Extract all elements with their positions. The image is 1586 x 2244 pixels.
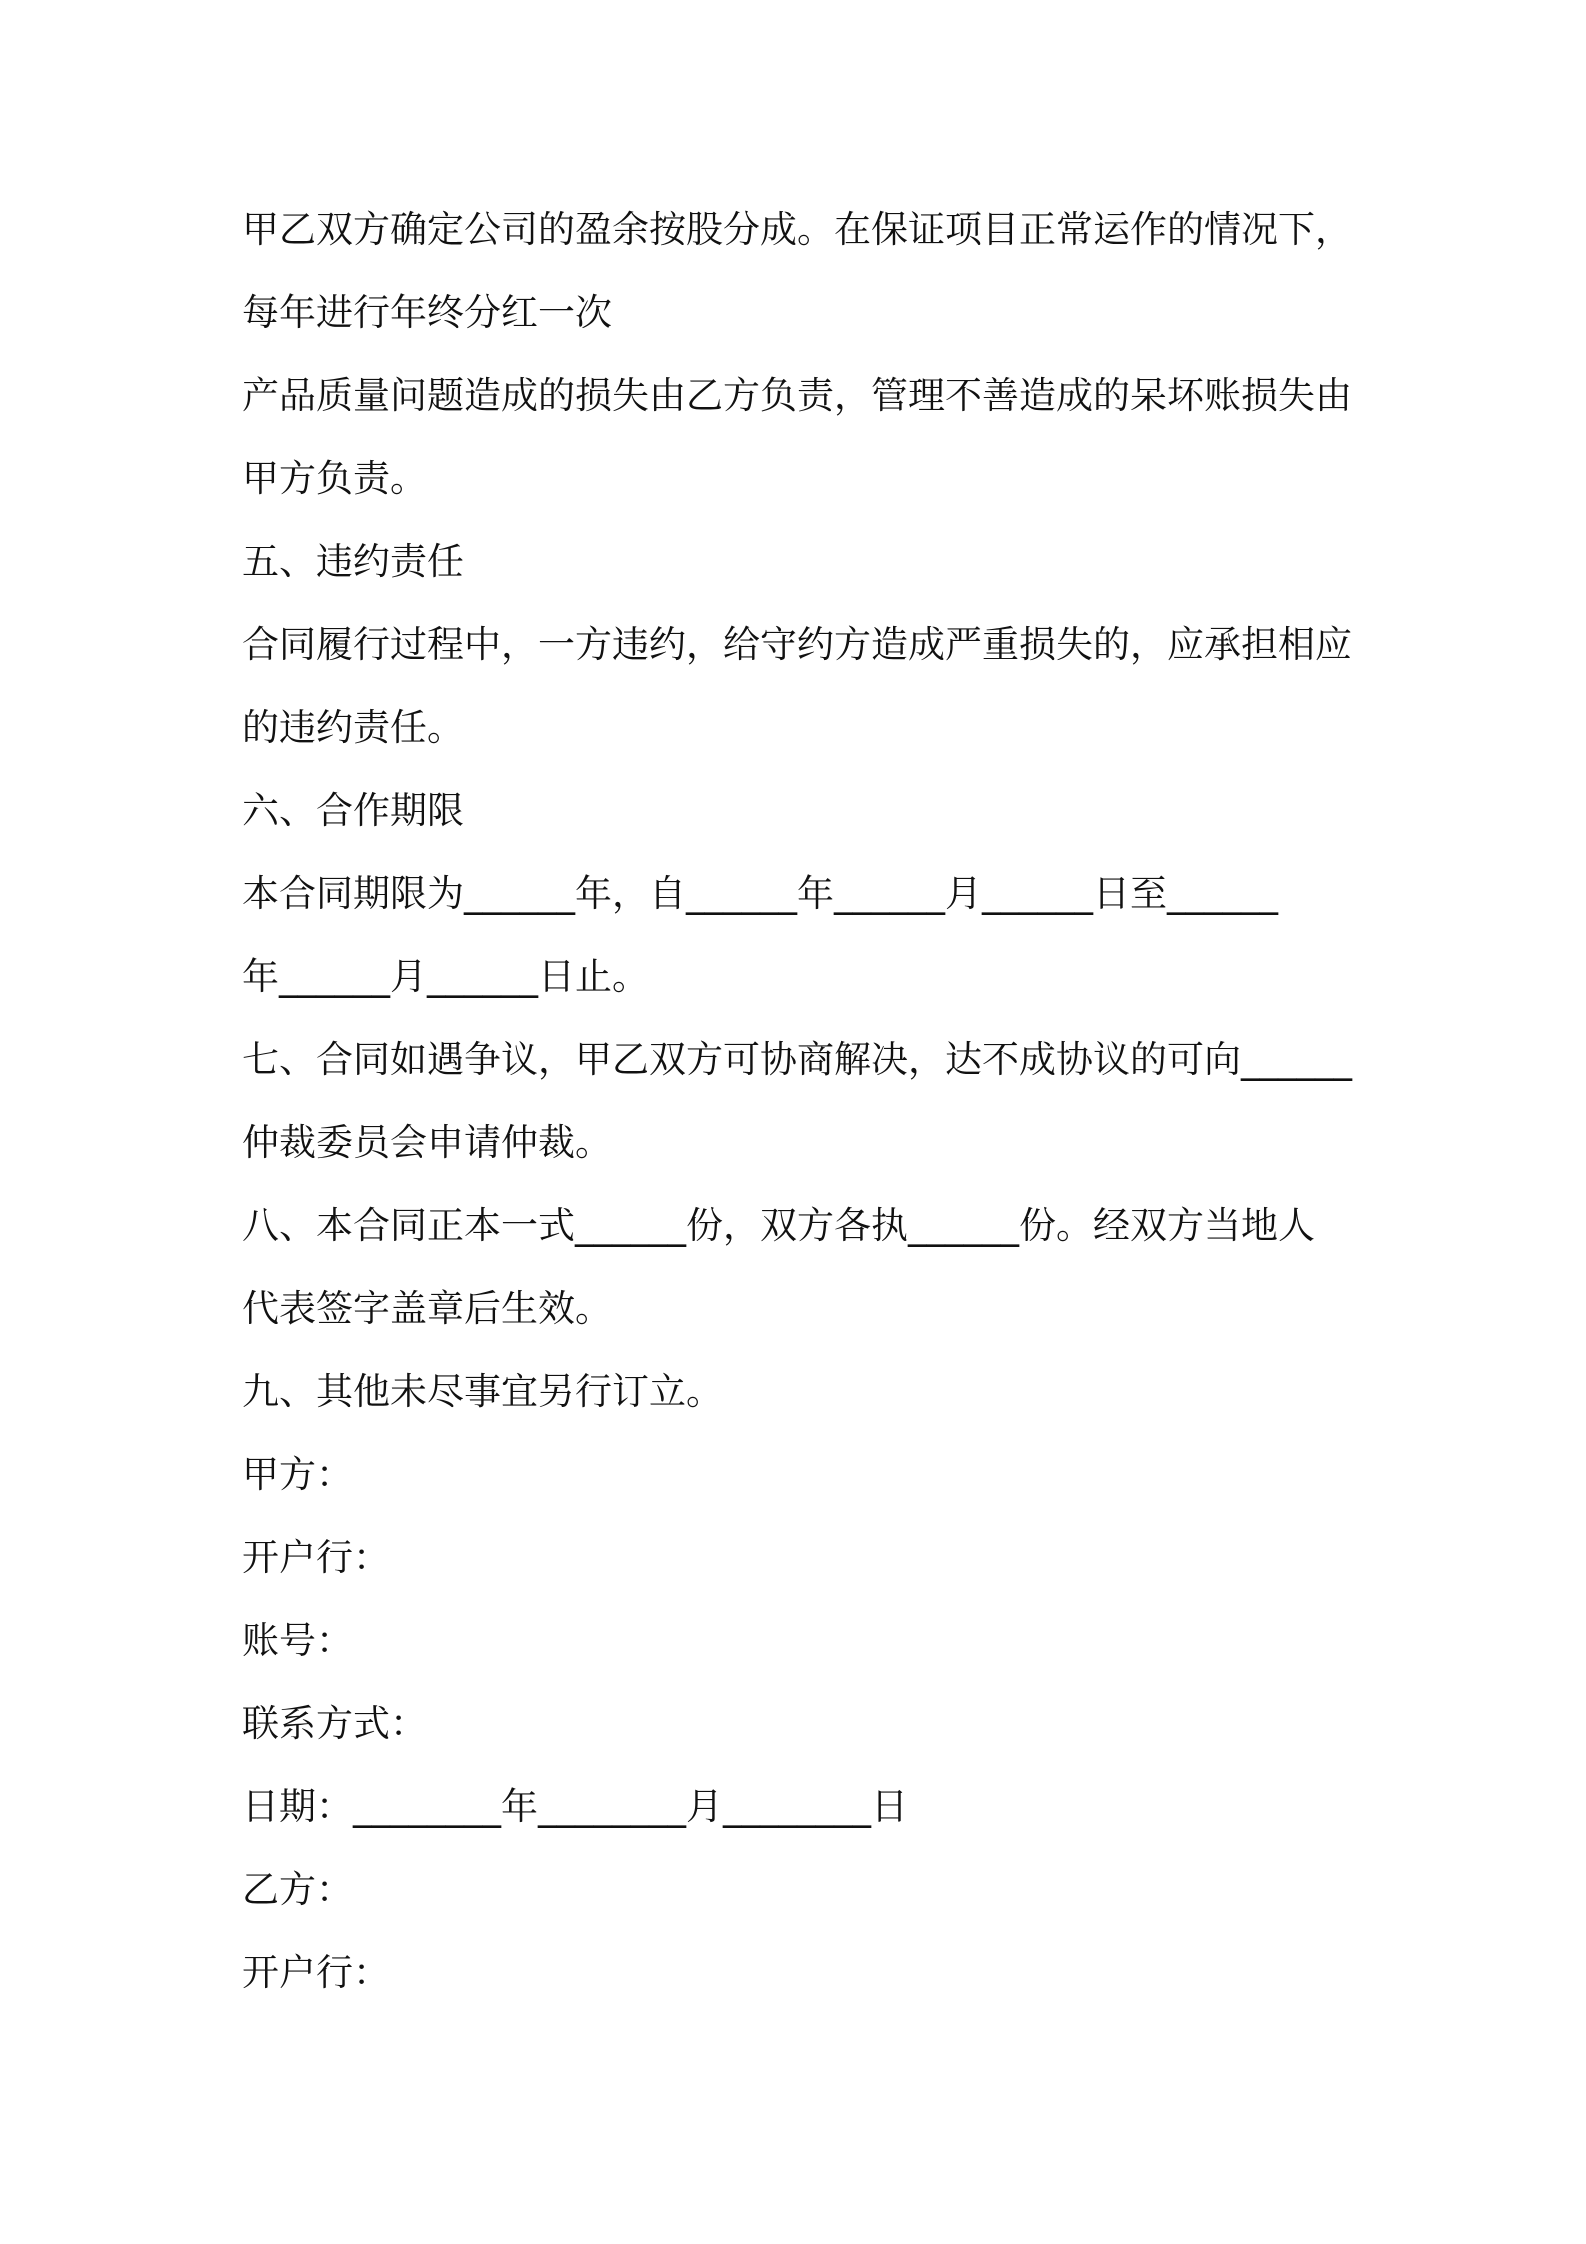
clause-copies-line-1: 八、本合同正本一式______份，双方各执______份。经双方当地人 (242, 1204, 1315, 1247)
clause-breach-line-1: 合同履行过程中，一方违约，给守约方造成严重损失的，应承担相应 (242, 623, 1352, 666)
section-heading-term: 六、合作期限 (242, 789, 464, 832)
party-a-account-label: 账号： (242, 1619, 353, 1662)
clause-profit-sharing-line-2: 每年进行年终分红一次 (242, 291, 612, 334)
party-a-bank-label: 开户行： (242, 1536, 390, 1579)
clause-dispute-line-1: 七、合同如遇争议，甲乙双方可协商解决，达不成协议的可向______ (242, 1038, 1352, 1081)
clause-loss-liability-line-2: 甲方负责。 (242, 457, 427, 500)
party-a-label: 甲方： (242, 1453, 353, 1496)
clause-term-line-1: 本合同期限为______年，自______年______月______日至______ (242, 872, 1278, 915)
clause-profit-sharing-line-1: 甲乙双方确定公司的盈余按股分成。在保证项目正常运作的情况下， (242, 208, 1352, 251)
clause-copies-line-2: 代表签字盖章后生效。 (242, 1287, 612, 1330)
clause-other-matters: 九、其他未尽事宜另行订立。 (242, 1370, 723, 1413)
clause-term-line-2: 年______月______日止。 (242, 955, 649, 998)
clause-breach-line-2: 的违约责任。 (242, 706, 464, 749)
party-b-label: 乙方： (242, 1868, 353, 1911)
party-a-date-line: 日期：________年________月________日 (242, 1785, 908, 1828)
clause-dispute-line-2: 仲裁委员会申请仲裁。 (242, 1121, 612, 1164)
party-a-contact-label: 联系方式： (242, 1702, 427, 1745)
clause-loss-liability-line-1: 产品质量问题造成的损失由乙方负责，管理不善造成的呆坏账损失由 (242, 374, 1352, 417)
section-heading-breach: 五、违约责任 (242, 540, 464, 583)
party-b-bank-label: 开户行： (242, 1951, 390, 1994)
